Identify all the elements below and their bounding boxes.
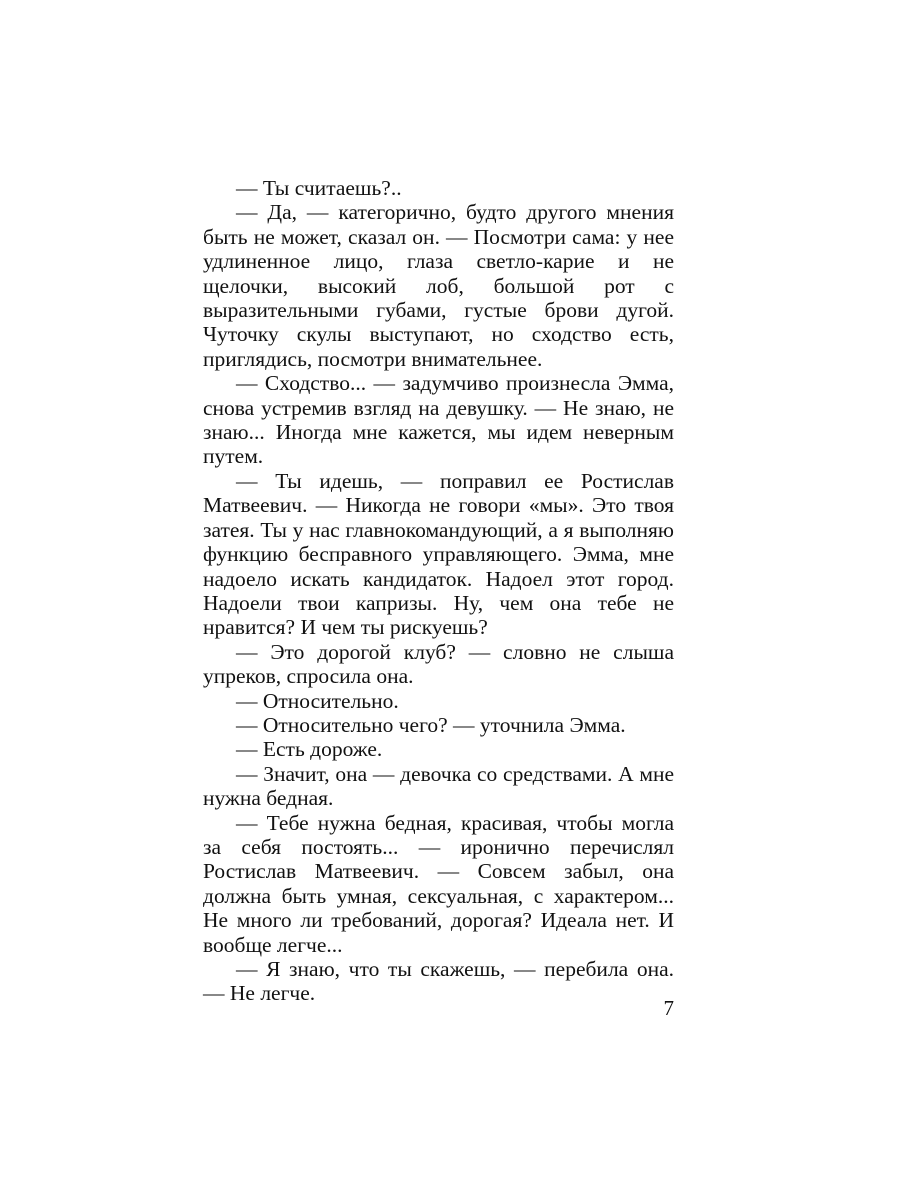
- paragraph-4: — Ты идешь, — поправил ее Ростислав Матвеевич. — Никогда не говори «мы». Это твоя затея. Ты у нас главнокомандующий, а я выполняю функцию бесправного управляющего. Эмма, мне надоело искать кандидаток. Надоел этот город. Надоели твои капризы. Ну, чем она тебе не нравится? И чем ты рискуешь?: [203, 468, 674, 640]
- paragraph-1: — Ты считаешь?..: [236, 176, 402, 200]
- paragraph-9: — Значит, она — девочка со средствами. А мне нужна бедная.: [203, 761, 674, 811]
- paragraph-6: — Относительно.: [236, 688, 399, 713]
- paragraph-2: — Да, — категорично, будто другого мнения быть не может, сказал он. — Посмотри сама: у нее удлиненное лицо, глаза светло-карие и не щелочки, высокий лоб, большой рот с выразительными губами, густые брови дугой. Чуточку скулы выступают, но сходство есть, приглядись, посмотри внимательнее.: [203, 200, 674, 371]
- paragraph-7: — Относительно чего? — уточнила Эмма.: [236, 712, 626, 737]
- body-text: [203, 176, 674, 1006]
- paragraph-11: — Я знаю, что ты скажешь, — перебила она. — Не легче.: [203, 957, 674, 1006]
- paragraph-3: — Сходство... — задумчиво произнесла Эмма, снова устремив взгляд на девушку. — Не знаю, не знаю... Иногда мне кажется, мы идем неверным путем.: [203, 371, 674, 469]
- page-number: 7: [663, 996, 674, 1020]
- paragraph-5: — Это дорогой клуб? — словно не слыша упреков, спросила она.: [203, 639, 674, 689]
- paragraph-8: — Есть дороже.: [236, 737, 383, 762]
- paragraph-10: — Тебе нужна бедная, красивая, чтобы могла за себя постоять... — иронично перечислял Ростислав Матвеевич. — Совсем забыл, она должна быть умная, сексуальная, с характером... Не много ли требований, дорогая? Идеала нет. И вообще легче...: [203, 810, 674, 957]
